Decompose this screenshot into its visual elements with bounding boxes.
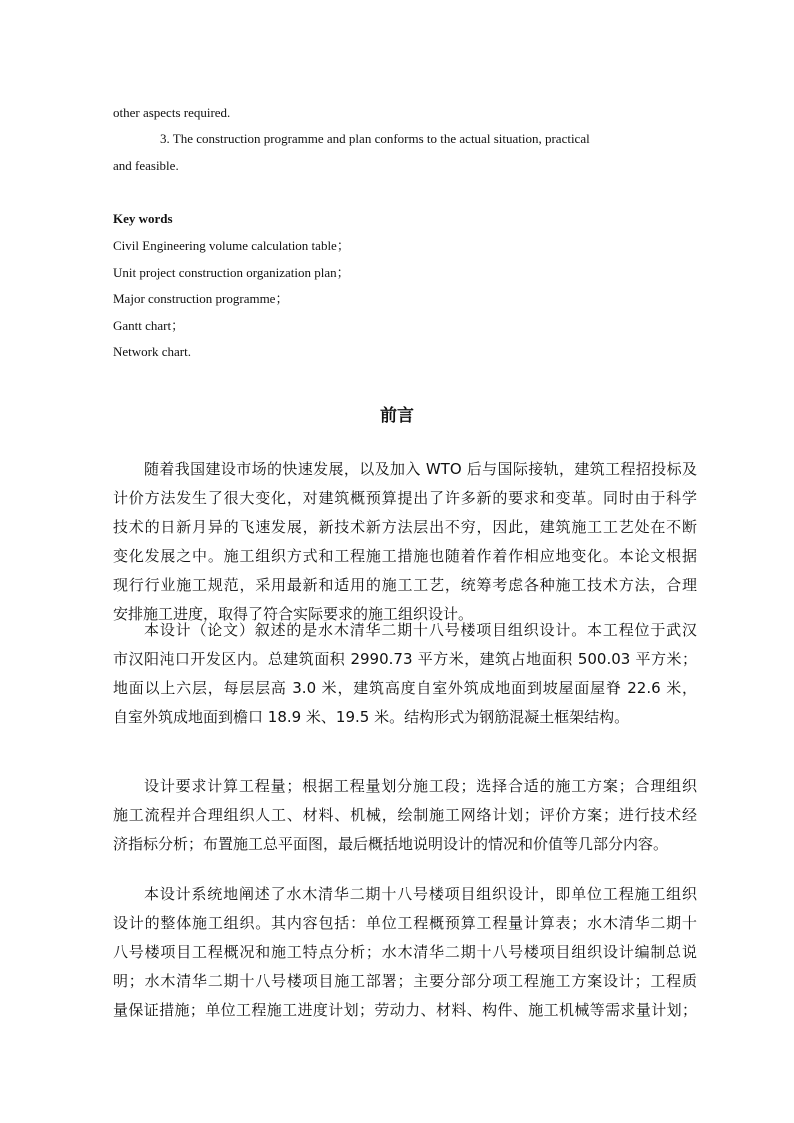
english-line-2: 3. The construction programme and plan conforms to the actual situation, practical — [160, 131, 590, 146]
paragraph-line: 济指标分析；布置施工总平面图，最后概括地说明设计的情况和价值等几部分内容。 — [113, 835, 669, 853]
paragraph-line: 变化发展之中。施工组织方式和工程施工措施也随着作着作相应地变化。本论文根据 — [113, 547, 697, 565]
keyword-item: Major construction programme； — [113, 291, 289, 306]
keyword-item: Gantt chart； — [113, 318, 185, 333]
keywords-title: Key words — [113, 211, 173, 226]
paragraph-2 — [113, 616, 697, 732]
paragraph-line: 计价方法发生了很大变化，对建筑概预算提出了许多新的要求和变革。同时由于科学 — [113, 489, 697, 507]
paragraph-line: 设计的整体施工组织。其内容包括：单位工程概预算工程量计算表；水木清华二期十 — [113, 914, 697, 932]
paragraph-line: 本设计（论文）叙述的是水木清华二期十八号楼项目组织设计。本工程位于武汉 — [144, 621, 697, 639]
paragraph-line: 量保证措施；单位工程施工进度计划；劳动力、材料、构件、施工机械等需求量计划； — [113, 1001, 697, 1019]
keyword-item: Network chart. — [113, 344, 191, 359]
paragraph-4 — [113, 880, 697, 1025]
paragraph-line: 随着我国建设市场的快速发展，以及加入 WTO 后与国际接轨，建筑工程招投标及 — [144, 460, 697, 478]
english-line-3: and feasible. — [113, 158, 179, 173]
paragraph-line: 现行行业施工规范，采用最新和适用的施工工艺，统筹考虑各种施工技术方法，合理 — [113, 576, 697, 594]
keyword-item: Unit project construction organization plan； — [113, 265, 350, 280]
paragraph-line: 设计要求计算工程量；根据工程量划分施工段；选择合适的施工方案；合理组织 — [144, 777, 697, 795]
section-heading: 前言 — [380, 406, 414, 426]
paragraph-line: 八号楼项目工程概况和施工特点分析；水木清华二期十八号楼项目组织设计编制总说 — [113, 943, 697, 961]
paragraph-3 — [113, 772, 697, 859]
english-line-1: other aspects required. — [113, 105, 231, 120]
paragraph-line: 地面以上六层，每层层高 3.0 米，建筑高度自室外筑成地面到坡屋面屋脊 22.6 米， — [113, 679, 697, 697]
paragraph-line: 施工流程并合理组织人工、材料、机械，绘制施工网络计划；评价方案；进行技术经 — [113, 806, 697, 824]
paragraph-line: 自室外筑成地面到檐口 18.9 米、19.5 米。结构形式为钢筋混凝土框架结构。 — [113, 708, 630, 726]
keyword-item: Civil Engineering volume calculation table； — [113, 238, 350, 253]
paragraph-line: 本设计系统地阐述了水木清华二期十八号楼项目组织设计，即单位工程施工组织 — [144, 885, 697, 903]
paragraph-line: 技术的日新月异的飞速发展，新技术新方法层出不穷，因此，建筑施工工艺处在不断 — [113, 518, 697, 536]
paragraph-line: 市汉阳沌口开发区内。总建筑面积 2990.73 平方米，建筑占地面积 500.03 平方米； — [113, 650, 697, 668]
paragraph-line: 安排施工进度，取得了符合实际要求的施工组织设计。 — [113, 605, 474, 623]
paragraph-1 — [113, 455, 697, 629]
paragraph-line: 明；水木清华二期十八号楼项目施工部署；主要分部分项工程施工方案设计；工程质 — [113, 972, 697, 990]
